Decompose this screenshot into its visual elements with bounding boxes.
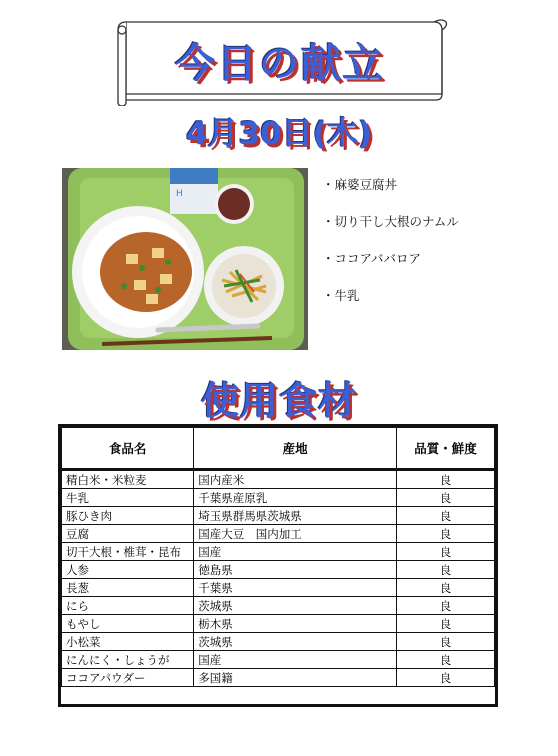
ingredients-heading: 使用食材 <box>200 379 357 423</box>
table-row <box>62 669 495 687</box>
table-row <box>62 615 495 633</box>
food-cell: 豆腐 <box>62 525 194 543</box>
origin-cell: 徳島県 <box>194 561 397 579</box>
table-row <box>62 507 495 525</box>
title-banner <box>112 14 448 106</box>
quality-cell: 良 <box>396 651 494 669</box>
table-header-row <box>62 428 495 470</box>
origin-cell: 千葉県 <box>194 579 397 597</box>
quality-cell: 良 <box>396 543 494 561</box>
table-row <box>62 597 495 615</box>
food-cell: 切干大根・椎茸・昆布 <box>62 543 194 561</box>
food-cell: にら <box>62 597 194 615</box>
food-cell: 長葱 <box>62 579 194 597</box>
menu-item: ・麻婆豆腐丼 <box>322 177 398 192</box>
menu-list <box>322 176 542 324</box>
food-cell: ココアパウダー <box>62 669 194 687</box>
quality-cell: 良 <box>396 489 494 507</box>
table-row <box>62 543 495 561</box>
meal-photo <box>62 168 308 350</box>
column-header-food: 食品名 <box>62 428 194 470</box>
menu-item: ・切り干し大根のナムル <box>322 214 459 229</box>
column-header-quality: 品質・鮮度 <box>396 428 494 470</box>
table-row <box>62 651 495 669</box>
quality-cell: 良 <box>396 579 494 597</box>
quality-cell: 良 <box>396 597 494 615</box>
table-row <box>62 470 495 489</box>
origin-cell: 多国籍 <box>194 669 397 687</box>
origin-cell: 国産大豆 国内加工 <box>194 525 397 543</box>
menu-item: ・牛乳 <box>322 288 360 303</box>
quality-cell: 良 <box>396 507 494 525</box>
table-row <box>62 525 495 543</box>
food-cell: 人参 <box>62 561 194 579</box>
origin-cell: 栃木県 <box>194 615 397 633</box>
page-title: 今日の献立 <box>175 41 385 87</box>
food-cell: 精白米・米粒麦 <box>62 470 194 489</box>
food-cell: 牛乳 <box>62 489 194 507</box>
food-cell: もやし <box>62 615 194 633</box>
menu-date: 4月30日(木) <box>185 116 373 152</box>
food-cell: 小松菜 <box>62 633 194 651</box>
food-cell: 豚ひき肉 <box>62 507 194 525</box>
ingredients-table <box>58 424 498 707</box>
milk-carton-label: H <box>176 189 183 199</box>
food-cell: にんにく・しょうが <box>62 651 194 669</box>
table-row <box>62 633 495 651</box>
quality-cell: 良 <box>396 669 494 687</box>
quality-cell: 良 <box>396 525 494 543</box>
menu-item: ・ココアババロア <box>322 251 422 266</box>
table-row <box>62 489 495 507</box>
quality-cell: 良 <box>396 470 494 489</box>
origin-cell: 国内産米 <box>194 470 397 489</box>
origin-cell: 茨城県 <box>194 597 397 615</box>
table-row <box>62 561 495 579</box>
origin-cell: 千葉県産原乳 <box>194 489 397 507</box>
origin-cell: 埼玉県群馬県茨城県 <box>194 507 397 525</box>
origin-cell: 茨城県 <box>194 633 397 651</box>
origin-cell: 国産 <box>194 543 397 561</box>
column-header-origin: 産地 <box>194 428 397 470</box>
origin-cell: 国産 <box>194 651 397 669</box>
meal-photo-illustration <box>62 168 308 350</box>
quality-cell: 良 <box>396 561 494 579</box>
quality-cell: 良 <box>396 615 494 633</box>
quality-cell: 良 <box>396 633 494 651</box>
table-row <box>62 579 495 597</box>
